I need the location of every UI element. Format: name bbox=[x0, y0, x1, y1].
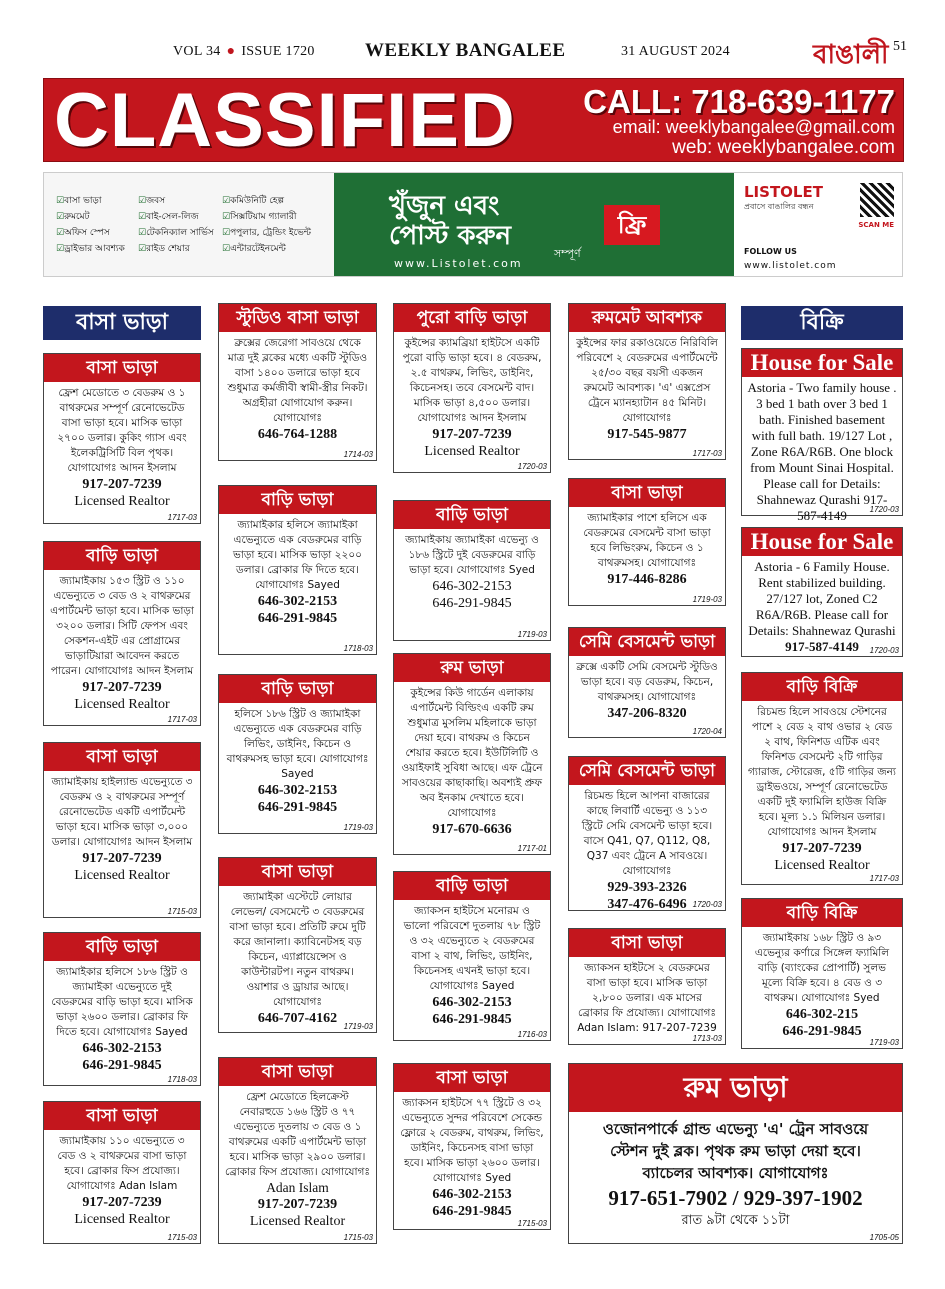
ad-phone: 917-207-7239 bbox=[82, 680, 162, 695]
classified-ad bbox=[568, 928, 726, 1045]
ad-heading: বাসা ভাড়া bbox=[44, 1102, 200, 1130]
classified-ad bbox=[43, 1101, 201, 1244]
ad-text: হলিসে ১৮৬ স্ট্রিট ও জ্যামাইকা এভেন্যুতে এক বেডরুমের বাড়ি লিভিং, ডাইনিং, কিচেন ও বাথরুমসহ ভাড়া হবে। যোগাযোগঃ Sayed bbox=[226, 708, 369, 780]
page-number: 51 bbox=[893, 39, 907, 54]
ad-code: 1718-03 bbox=[343, 644, 373, 653]
listolet-brand bbox=[744, 183, 894, 273]
ad-text: ব্রুক্সের জেরেগা সাবওয়ে থেকে মাত্র দুই ব্লকের মধ্যে একটি স্টুডিও বাসা ১৪০০ ডলারে ভাড়া হবে শুধুমাত্র কর্মজীবী স্বামী-স্ত্রীর নিকট। অগ্রহীরা যোগাযোগ করুন। যোগাযোগঃ bbox=[227, 337, 368, 424]
ad-phone: 917-587-4149 bbox=[785, 639, 859, 654]
ad-body bbox=[569, 507, 725, 588]
ad-heading: বাসা ভাড়া bbox=[394, 1064, 550, 1092]
ad-body bbox=[44, 1130, 200, 1228]
classified-ad bbox=[393, 303, 551, 473]
ad-body bbox=[44, 771, 200, 884]
ad-heading: বাসা ভাড়া bbox=[219, 1058, 376, 1086]
ad-slogan-panel bbox=[334, 173, 734, 276]
ad-code: 1714-03 bbox=[343, 450, 373, 459]
ad-body bbox=[742, 556, 902, 655]
classified-ad bbox=[218, 485, 377, 655]
ad-body bbox=[219, 703, 376, 816]
ad-text: রিচমন্ড হিলে সাবওয়ে স্টেশনের পাশে ২ বেড ২ বাথ ওভার ২ বেড ২ বাথ, ফিনিশড এটিক এবং ফিনিশড বেসমেন্ট ২টি গাড়ির গ্যারাজ, স্টোরেজ, ৫টি গাড়ির জন্য ড্রাইভওয়ে, সম্পূর্ণ রেনোভেটেড একটি দুই ফ্যামিলি হাউজ বিক্রি হবে। মূল্য ১.১ মিলিয়ন ডলার। যোগাযোগঃ আদন ইসলাম bbox=[748, 706, 896, 838]
ad-realtor: Licensed Realtor bbox=[249, 1214, 346, 1229]
ad-body bbox=[219, 332, 376, 443]
room-ad-line: ওজোনপার্কে গ্রান্ড এভেন্যু 'এ' ট্রেন সাবওয়ে bbox=[602, 1120, 869, 1138]
ad-heading: বাসা ভাড়া bbox=[569, 479, 725, 507]
ad-phone: 646-302-2153 bbox=[257, 783, 338, 798]
volume: VOL 34 bbox=[173, 44, 221, 59]
ad-body bbox=[394, 332, 550, 460]
full-label: সম্পূর্ণ bbox=[554, 247, 581, 260]
ad-text: কুইন্সের ফার রকাওয়েতে নিরিবিলি পরিবেশে ২ বেডরুমের এপার্টমেন্টে ২৫/৩০ বছর বয়সী একজন রুমমেট আবশ্যক। 'এ' এক্সপ্রেস ট্রেনে ম্যানহ্যাটান ৪৫ মিনিট। যোগাযোগঃ bbox=[576, 337, 718, 424]
classified-ad bbox=[393, 1063, 551, 1230]
ad-heading: বাড়ি ভাড়া bbox=[394, 872, 550, 900]
ad-phone: 646-291-9845 bbox=[782, 1024, 862, 1039]
ad-code: 1717-03 bbox=[869, 874, 899, 883]
ad-phone: 646-291-9845 bbox=[432, 596, 512, 611]
ad-body bbox=[219, 886, 376, 1027]
ad-category: ☑ অফিস স্পেস bbox=[56, 225, 125, 241]
ad-category: ☑ টেকনিক্যাল সার্ভিস bbox=[138, 225, 214, 241]
ad-text: জ্যামাইকার পাশে হলিসে এক বেডরুমের বেসমেন্ট বাসা ভাড়া হবে লিভিংরুম, কিচেন ও ১ বাথরুমসহ। যোগাযোগঃ bbox=[583, 512, 711, 569]
website-link[interactable]: web: weeklybangalee.com bbox=[672, 137, 895, 158]
classified-ad bbox=[43, 353, 201, 524]
ad-phone: 917-545-9877 bbox=[607, 427, 687, 442]
ad-heading: পুরো বাড়ি ভাড়া bbox=[394, 304, 550, 332]
ad-code: 1718-03 bbox=[167, 1075, 197, 1084]
ad-website: www.Listolet.com bbox=[394, 257, 523, 270]
follow-label: FOLLOW US bbox=[744, 247, 797, 256]
ad-text: জ্যাকসন হাইটসে ৭৭ স্ট্রিটে ও ৩২ এভেন্যুতে সুন্দর পরিবেশে সেকেন্ড ফ্লোরে ২ বেডরুম, বাথরুম, লিভিং, ডাইনিং, কিচেনসহ বাসা ভাড়া হবে। মাসিক ভাড়া ২৬০০ ডলার। যোগাযোগঃ Syed bbox=[400, 1097, 544, 1184]
issue-number: ISSUE 1720 bbox=[241, 44, 315, 59]
room-ad-line: ব্যাচেলর আবশ্যক। যোগাযোগঃ bbox=[642, 1164, 829, 1182]
ad-code: 1715-03 bbox=[167, 1233, 197, 1242]
classified-ad bbox=[741, 527, 903, 657]
ad-realtor: Licensed Realtor bbox=[74, 697, 170, 712]
ad-text: ফ্রেশ মেডোতে হিলক্রেস্ট নেবারহুডে ১৬৬ স্ট্রিট ও ৭৭ এভেন্যুতে দুতলায় ৩ বেড ও ১ বাথরুমের একটি এপার্টমেন্ট ভাড়া হবে। মাসিক ভাড়া ২৯০০ ডলার। ব্রোকার ফিস প্রযোজ্য। যোগাযোগঃ bbox=[225, 1091, 370, 1178]
ad-heading: বাসা ভাড়া bbox=[44, 354, 200, 382]
ad-text: জ্যাকসন হাইটসে মনোরম ও ভালো পরিবেশে দুতলায় ৭৮ স্ট্রিট ও ৩২ এভেন্যুতে ২ বেডরুমের বাসা ২ বাথ, লিভিং, ডাইনিং, কিচেনসহ এখনই ভাড়া হবে। যোগাযোগঃ Sayed bbox=[403, 905, 541, 992]
ad-phone: 917-207-7239 bbox=[82, 477, 162, 492]
ad-phone: 646-291-9845 bbox=[432, 1204, 512, 1219]
classified-banner bbox=[43, 78, 904, 162]
classified-title: CLASSIFIED bbox=[54, 78, 516, 163]
classified-ad bbox=[568, 627, 726, 738]
ad-text: কুইন্সের ক্যামব্রিয়া হাইটসে একটি পুরো বাড়ি ভাড়া হবে। ৪ বেডরুম, ২.৫ বাথরুম, লিভিং, ডাইনিং, কিচেনসহ। তবে বেসমেন্ট বাদ। মাসিক ভাড়া ৪,৫০০ ডলার। যোগাযোগঃ আদন ইসলাম bbox=[402, 337, 542, 424]
classified-ad bbox=[393, 871, 551, 1041]
brand-name: LISTOLET bbox=[744, 183, 823, 201]
classified-ad bbox=[43, 742, 201, 918]
slogan-line: পোস্ট করুন bbox=[389, 221, 512, 251]
ad-body bbox=[219, 514, 376, 627]
classified-ad bbox=[393, 500, 551, 641]
paper-name: WEEKLY BANGALEE bbox=[365, 40, 566, 61]
ad-phone: 917-670-6636 bbox=[432, 822, 512, 837]
ad-category: ☑ সিক্সটিয়াম গ্যালারী bbox=[222, 209, 311, 225]
slogan-line: খুঁজুন এবং bbox=[389, 191, 500, 221]
ad-phone: 646-302-2153 bbox=[432, 579, 512, 594]
ad-code: 1719-03 bbox=[343, 1022, 373, 1031]
ad-phone: 646-302-2153 bbox=[257, 594, 338, 609]
ad-code: 1717-03 bbox=[167, 715, 197, 724]
ad-col-1 bbox=[56, 193, 125, 257]
classified-ad bbox=[43, 932, 201, 1086]
ad-body bbox=[394, 900, 550, 1028]
ad-phone: 929-393-2326 bbox=[607, 880, 687, 895]
ad-body bbox=[44, 961, 200, 1074]
ad-text: ব্রুক্সে একটি সেমি বেসমেন্ট স্টুডিও ভাড়া হবে। বড় বেডরুম, কিচেন, বাথরুমসহ। যোগাযোগঃ bbox=[576, 661, 718, 703]
ad-text: জ্যামাইকা এস্টেটে লোয়ার লেভেল/ বেসমেন্টে ৩ বেডরুমের বাসা ভাড়া হবে। প্রতিটি রুমে দুটি করে জানালা। ক্যাবিনেটসহ বড় কিচেন, এ্যাপ্লায়েন্সেস ও কাউন্টারটপ। নতুন বাথরুম। ওয়াশার ও ড্রায়ার আছে। যোগাযোগঃ bbox=[229, 891, 366, 1008]
ad-category: ☑ বাসা ভাড়া bbox=[56, 193, 125, 209]
classified-ad bbox=[568, 303, 726, 460]
ad-text: জ্যামাইকায় ১৫৩ স্ট্রিট ও ১১০ এভেন্যুতে ৩ বেড ও ২ বাথরুমের এপার্টমেন্ট ভাড়া হবে। মাসিক ভাড়া ৩২০০ ডলার। সিটি ফেপস এবং সেকশন-এইট এর প্রোগ্রামের ভাড়াটিয়ারা আবেদন করতে পারেন। যোগাযোগঃ আদন ইসলাম bbox=[50, 575, 194, 677]
ad-body bbox=[394, 529, 550, 612]
ad-body bbox=[569, 957, 725, 1036]
classified-ad bbox=[741, 348, 903, 523]
ad-category: ☑ ড্রাইভার আবশ্যক bbox=[56, 241, 125, 257]
bangalee-logo: বাঙালী bbox=[813, 40, 889, 70]
ad-text: জ্যামাইকার হলিসে ১৮৬ স্ট্রিট ও জ্যামাইকা এভেন্যুতে দুই বেডরুমের বাড়ি ভাড়া হবে। মাসিক ভাড়া ২৬০০ ডলার। ব্রোকার ফি দিতে হবে। যোগাযোগঃ Sayed bbox=[51, 966, 193, 1038]
ad-heading: বাড়ি ভাড়া bbox=[219, 486, 376, 514]
classified-ad bbox=[393, 653, 551, 855]
ad-heading: House for Sale bbox=[742, 349, 902, 377]
classified-ad bbox=[741, 672, 903, 885]
ad-heading: সেমি বেসমেন্ট ভাড়া bbox=[569, 628, 725, 656]
ad-code: 1719-03 bbox=[517, 630, 547, 639]
ad-category: ☑ বাই-সেল-লিজ bbox=[138, 209, 214, 225]
room-ad-line: স্টেশন দুই ব্লক। পৃথক রুম ভাড়া দেয়া হবে। bbox=[610, 1142, 861, 1160]
ad-body bbox=[44, 570, 200, 713]
ad-heading: বাড়ি ভাড়া bbox=[44, 542, 200, 570]
ad-heading: বাড়ি ভাড়া bbox=[394, 501, 550, 529]
ad-code: 1719-03 bbox=[343, 823, 373, 832]
ad-phone: 646-302-215 bbox=[785, 1007, 859, 1022]
ad-category-list bbox=[44, 173, 334, 276]
ad-slogan bbox=[389, 191, 511, 251]
ad-text: জ্যামাইকায় জ্যামাইকা এভেন্যু ও ১৮৬ স্ট্রিটে দুই বেডরুমের বাড়ি ভাড়া হবে। যোগাযোগঃ Syed bbox=[405, 534, 539, 576]
ad-text: কুইন্সের কিউ গার্ডেন এলাকায় এপার্টমেন্ট বিল্ডিংএ একটি রুম শুধুমাত্র মুসলিম মহিলাকে ভাড়া দেয়া হবে। বাথরুম ও কিচেন শেয়ার করতে হবে। ইউটিলিটি ও ওয়াইফাই সুবিধা আছে। এফ ট্রেনে সাবওয়ের কাছাকাছি। অবশ্যই প্রুফ অব ইনকাম দেখাতে হবে। যোগাযোগঃ bbox=[401, 687, 543, 819]
ad-realtor: Licensed Realtor bbox=[74, 494, 170, 509]
ad-realtor: Licensed Realtor bbox=[74, 1212, 170, 1227]
ad-code: 1717-01 bbox=[517, 844, 547, 853]
ad-realtor: Licensed Realtor bbox=[74, 868, 170, 883]
free-badge: ফ্রি bbox=[604, 205, 660, 245]
ad-phone: 646-302-2153 bbox=[82, 1041, 162, 1056]
ad-category: ☑ জবস bbox=[138, 193, 214, 209]
ad-code: 1716-03 bbox=[517, 1030, 547, 1039]
ad-realtor: Licensed Realtor bbox=[424, 444, 520, 459]
ad-text: রিচমন্ড হিলে আপনা বাজারের কাছে লিবার্টি এভেন্যু ও ১১৩ স্ট্রিটে সেমি বেসমেন্ট ভাড়া হবে। বাসে Q41, Q7, Q112, Q8, Q37 এবং ট্রেনে A সাবওয়ে। যোগাযোগঃ bbox=[581, 790, 713, 877]
ad-phone: 646-707-4162 bbox=[257, 1011, 338, 1026]
room-rent-ad bbox=[568, 1063, 903, 1244]
ad-category: ☑ রুমমেট bbox=[56, 209, 125, 225]
ad-phone: 646-291-9845 bbox=[82, 1058, 162, 1073]
ad-col-3 bbox=[222, 193, 311, 257]
classified-ad bbox=[218, 674, 377, 834]
issue-info bbox=[173, 44, 315, 60]
ad-heading: বাড়ি বিক্রি bbox=[742, 899, 902, 927]
bullet-icon: ● bbox=[226, 44, 236, 59]
ad-col-2 bbox=[138, 193, 214, 257]
ad-code: 1720-03 bbox=[869, 646, 899, 655]
ad-category: ☑ এন্টারটেইনমেন্ট bbox=[222, 241, 311, 257]
ad-code: 1715-03 bbox=[517, 1219, 547, 1228]
section-sale: বিক্রি bbox=[741, 306, 903, 340]
classified-ad bbox=[218, 1057, 377, 1244]
ad-heading: বাড়ি ভাড়া bbox=[219, 675, 376, 703]
ad-realtor: Licensed Realtor bbox=[774, 858, 870, 873]
scan-label: SCAN ME bbox=[858, 221, 894, 229]
qr-code-icon bbox=[860, 183, 894, 217]
classified-ad bbox=[568, 756, 726, 911]
room-ad-phone: 917-651-7902 / 929-397-1902 bbox=[608, 1186, 863, 1210]
masthead bbox=[43, 34, 907, 70]
ad-phone: 917-207-7239 bbox=[82, 851, 162, 866]
ad-phone: 646-764-1288 bbox=[257, 427, 338, 442]
ad-phone: 917-207-7239 bbox=[257, 1197, 338, 1212]
ad-category: ☑ রাইড শেয়ার bbox=[138, 241, 214, 257]
classified-ad bbox=[218, 303, 377, 461]
classified-ad bbox=[741, 898, 903, 1049]
ad-category: ☑ কমিউনিটি হেল্প bbox=[222, 193, 311, 209]
ad-body bbox=[44, 382, 200, 510]
ad-text: জ্যাকসন হাইটসে ২ বেডরুমের বাসা ভাড়া হবে। মাসিক ভাড়া ২,৮০০ ডলার। এক মাসের ব্রোকার ফি প্রযোজ্য। যোগাযোগঃ Adan Islam: 917-207-7239 bbox=[577, 962, 717, 1034]
ad-body bbox=[394, 682, 550, 838]
room-ad-body bbox=[569, 1112, 902, 1230]
classified-ad bbox=[568, 478, 726, 606]
call-number: CALL: 718-639-1177 bbox=[583, 83, 895, 120]
ad-heading: রুমমেট আবশ্যক bbox=[569, 304, 725, 332]
ad-text: Astoria - Two family house . 3 bed 1 bath over 3 bed 1 bath. Finished basement with full bath. 19/127 Lot , Zone R6A/R6B. One block from Mount Sinai Hospital. Please call for Details: Shahnewaz Qurashi 917-587-4149 bbox=[747, 380, 897, 523]
ad-body bbox=[742, 927, 902, 1040]
ad-category: ☑ পপুলার, ট্রেন্ডিং ইভেন্ট bbox=[222, 225, 311, 241]
ad-body bbox=[569, 332, 725, 443]
ad-heading: স্টুডিও বাসা ভাড়া bbox=[219, 304, 376, 332]
ad-body bbox=[394, 1092, 550, 1220]
brand-tagline: প্রবাসে বাঙালির বন্ধন bbox=[744, 202, 814, 211]
ad-code: 1717-03 bbox=[167, 513, 197, 522]
ad-phone: 347-476-6496 bbox=[607, 897, 687, 912]
listolet-ad[interactable] bbox=[43, 172, 903, 277]
ad-phone: 646-302-2153 bbox=[432, 1187, 512, 1202]
ad-code: 1719-03 bbox=[692, 595, 722, 604]
ad-text: জ্যামাইকায় হাইল্যান্ড এভেন্যুতে ৩ বেডরুম ও ২ বাথরুমের সম্পূর্ণ রেনোভেটেড একটি এপার্টমেন্ট ভাড়া হবে। মাসিক ভাড়া ৩,০০০ ডলার। যোগাযোগঃ আদন ইসলাম bbox=[51, 776, 193, 848]
ad-heading: সেমি বেসমেন্ট ভাড়া bbox=[569, 757, 725, 785]
ad-phone: 917-446-8286 bbox=[607, 572, 687, 587]
ad-phone: 917-207-7239 bbox=[432, 427, 512, 442]
section-rent: বাসা ভাড়া bbox=[43, 306, 201, 340]
ad-heading: বাসা ভাড়া bbox=[44, 743, 200, 771]
ad-code: 1713-03 bbox=[692, 1034, 722, 1043]
classified-ad bbox=[43, 541, 201, 726]
ad-code: 1717-03 bbox=[692, 449, 722, 458]
ad-body bbox=[742, 701, 902, 874]
ad-text: জ্যামাইকায় ১৬৮ স্ট্রিট ও ৯৩ এভেন্যুর কর্ণারে সিঙ্গেল ফ্যামিলি বাড়ি (ব্যাংকের প্রোপার্টি) সুলভ মূল্যে বিক্রি হবে। ৪ বেড ও ৩ বাথরুম। যোগাযোগঃ Syed bbox=[754, 932, 890, 1004]
issue-date: 31 AUGUST 2024 bbox=[621, 44, 730, 59]
email-link[interactable]: email: weeklybangalee@gmail.com bbox=[612, 117, 895, 137]
ad-code: 1715-03 bbox=[343, 1233, 373, 1242]
ad-body bbox=[569, 785, 725, 913]
ad-body bbox=[219, 1086, 376, 1230]
ad-phone: 917-207-7239 bbox=[82, 1195, 162, 1210]
ad-code: 1720-03 bbox=[692, 900, 722, 909]
ad-heading: রুম ভাড়া bbox=[394, 654, 550, 682]
ad-body bbox=[569, 656, 725, 722]
ad-heading: বাসা ভাড়া bbox=[219, 858, 376, 886]
ad-code: 1720-04 bbox=[692, 727, 722, 736]
brand-website: www.listolet.com bbox=[744, 261, 837, 271]
room-ad-heading: রুম ভাড়া bbox=[569, 1064, 902, 1112]
ad-contact-name: Adan Islam bbox=[266, 1180, 329, 1195]
ad-code: 1715-03 bbox=[167, 907, 197, 916]
ad-phone: 917-207-7239 bbox=[782, 841, 862, 856]
ad-text: ফ্রেশ মেডোতে ৩ বেডরুম ও ১ বাথরুমের সম্পূর্ণ রেনোভেটেড বাসা ভাড়া হবে। মাসিক ভাড়া ২৭০০ ডলার। কুকিং গ্যাস এবং ইলেকট্রিসিটি বিল পৃথক। যোগাযোগঃ আদন ইসলাম bbox=[57, 387, 187, 474]
ad-heading: বাড়ি বিক্রি bbox=[742, 673, 902, 701]
ad-heading: বাড়ি ভাড়া bbox=[44, 933, 200, 961]
ad-text: জ্যামাইকার হলিসে জ্যামাইকা এভেন্যুতে এক বেডরুমের বাড়ি ভাড়া হবে। মাসিক ভাড়া ২২০০ ডলার। ব্রোকার ফি দিতে হবে। যোগাযোগঃ Sayed bbox=[233, 519, 362, 591]
ad-body bbox=[742, 377, 902, 524]
room-ad-hours: রাত ৯টা থেকে ১১টা bbox=[681, 1213, 790, 1228]
ad-heading: বাসা ভাড়া bbox=[569, 929, 725, 957]
ad-code: 1720-03 bbox=[869, 505, 899, 514]
ad-phone: 646-302-2153 bbox=[432, 995, 512, 1010]
classified-ad bbox=[218, 857, 377, 1033]
ad-phone: 646-291-9845 bbox=[432, 1012, 512, 1027]
ad-text: Astoria - 6 Family House. Rent stabilized building. 27/127 lot, Zoned C2 R6A/R6B. Please call for Details: Shahnewaz Qurashi bbox=[748, 559, 896, 638]
ad-heading: House for Sale bbox=[742, 528, 902, 556]
ad-code: 1720-03 bbox=[517, 462, 547, 471]
ad-code: 1719-03 bbox=[869, 1038, 899, 1047]
ad-code: 1705-05 bbox=[869, 1233, 899, 1242]
ad-phone: 646-291-9845 bbox=[257, 800, 338, 815]
ad-text: জ্যামাইকায় ১১০ এভেন্যুতে ৩ বেড ও ২ বাথরুমের বাসা ভাড়া হবে। ব্রোকার ফিস প্রযোজ্য। যোগাযোগঃ Adan Islam bbox=[57, 1135, 187, 1192]
ad-phone: 347-206-8320 bbox=[607, 706, 687, 721]
ad-phone: 646-291-9845 bbox=[257, 611, 338, 626]
